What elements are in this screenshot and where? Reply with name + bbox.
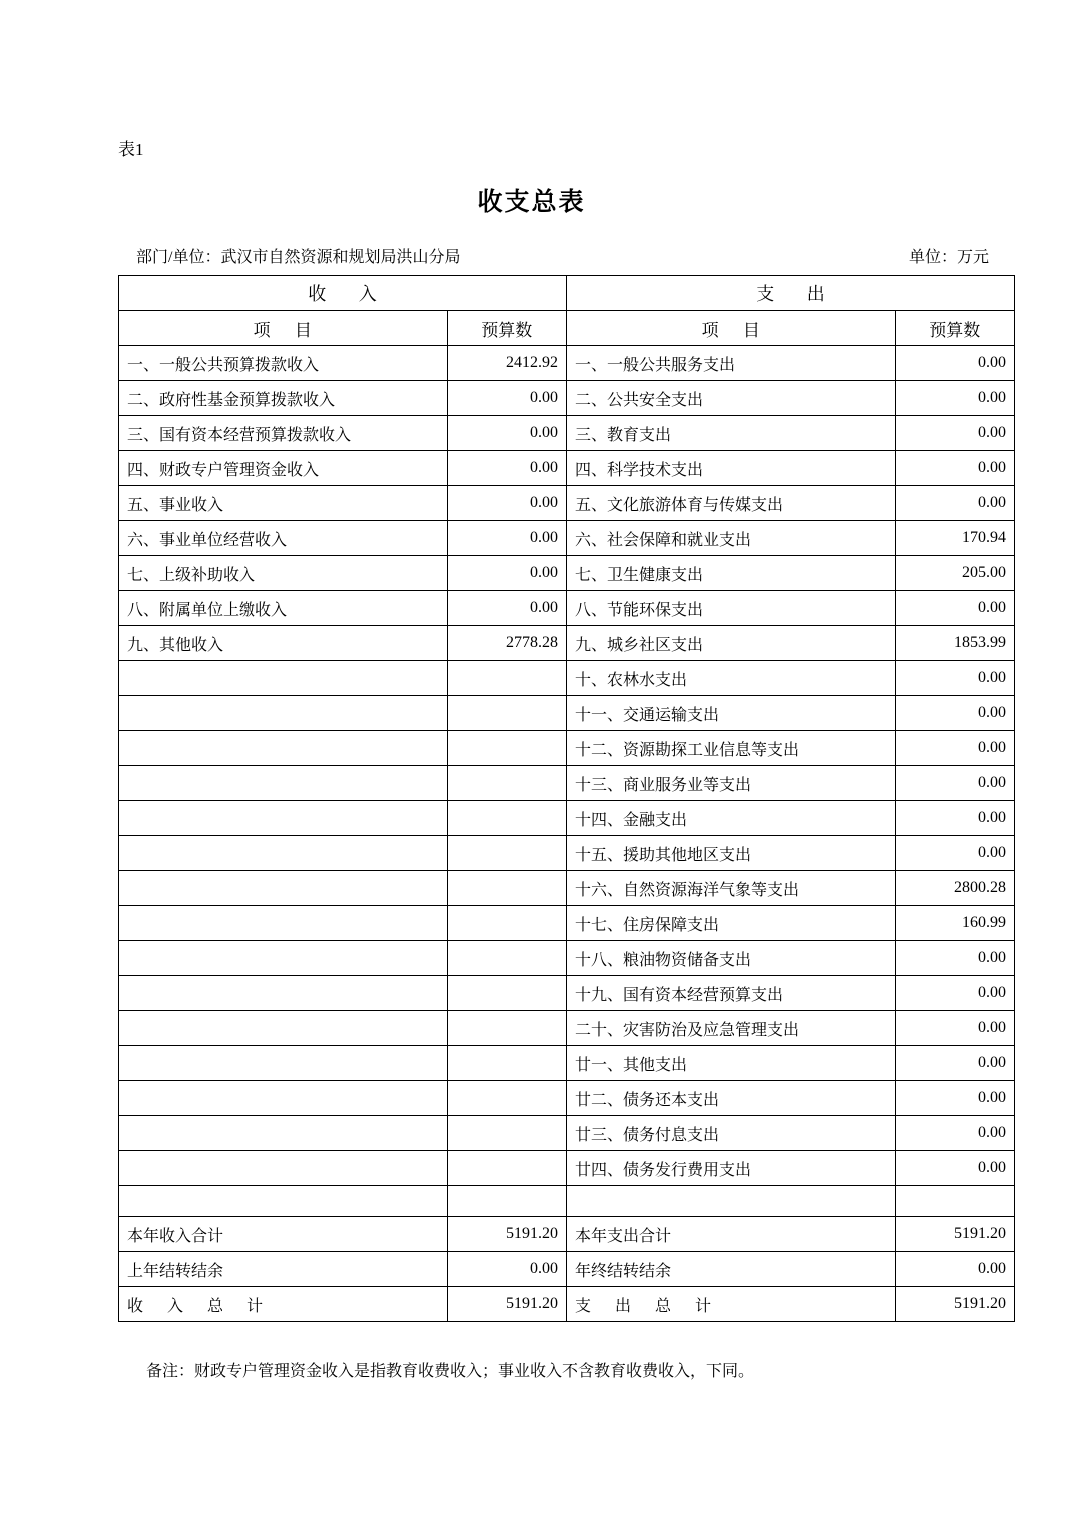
income-amount: 0.00 xyxy=(447,556,566,591)
income-amount xyxy=(447,1081,566,1116)
table-body xyxy=(119,346,1015,1322)
expenditure-amount xyxy=(895,1186,1014,1217)
expenditure-item: 廿四、债务发行费用支出 xyxy=(566,1151,895,1186)
income-item-header: 项 目 xyxy=(119,311,448,346)
expenditure-amount: 170.94 xyxy=(895,521,1014,556)
income-amount xyxy=(447,976,566,1011)
expenditure-amount: 1853.99 xyxy=(895,626,1014,661)
expenditure-grand-total-amount: 5191.20 xyxy=(895,1287,1014,1322)
income-item xyxy=(119,906,448,941)
income-item xyxy=(119,1046,448,1081)
expenditure-item xyxy=(566,1186,895,1217)
table-row xyxy=(119,486,1015,521)
income-amount xyxy=(447,801,566,836)
table-row xyxy=(119,521,1015,556)
income-amount xyxy=(447,871,566,906)
table-row xyxy=(119,906,1015,941)
income-amount xyxy=(447,1151,566,1186)
expenditure-amount: 0.00 xyxy=(895,766,1014,801)
expenditure-amount: 0.00 xyxy=(895,486,1014,521)
expenditure-item: 五、文化旅游体育与传媒支出 xyxy=(566,486,895,521)
expenditure-amount: 0.00 xyxy=(895,1081,1014,1116)
expenditure-amount: 0.00 xyxy=(895,731,1014,766)
income-item xyxy=(119,766,448,801)
table-row xyxy=(119,1046,1015,1081)
expenditure-item: 二十、灾害防治及应急管理支出 xyxy=(566,1011,895,1046)
income-amount xyxy=(447,1011,566,1046)
table-row xyxy=(119,836,1015,871)
expenditure-item: 十二、资源勘探工业信息等支出 xyxy=(566,731,895,766)
expenditure-item: 九、城乡社区支出 xyxy=(566,626,895,661)
income-amount: 0.00 xyxy=(447,591,566,626)
expenditure-amount: 0.00 xyxy=(895,836,1014,871)
income-amount xyxy=(447,661,566,696)
income-carryover-amount: 0.00 xyxy=(447,1252,566,1287)
income-item xyxy=(119,1081,448,1116)
expenditure-total-amount: 5191.20 xyxy=(895,1217,1014,1252)
expenditure-item: 廿三、债务付息支出 xyxy=(566,1116,895,1151)
footnote: 备注：财政专户管理资金收入是指教育收费收入；事业收入不含教育收费收入，下同。 xyxy=(146,1363,755,1381)
table-row xyxy=(119,1011,1015,1046)
table-row xyxy=(119,381,1015,416)
income-item: 五、事业收入 xyxy=(119,486,448,521)
expenditure-amount-header: 预算数 xyxy=(895,311,1014,346)
income-item xyxy=(119,836,448,871)
grand-total-row xyxy=(119,1287,1015,1322)
income-item xyxy=(119,941,448,976)
budget-table xyxy=(118,275,1015,1322)
table-head xyxy=(119,276,1015,346)
expenditure-total-label: 本年支出合计 xyxy=(566,1217,895,1252)
table-row xyxy=(119,1151,1015,1186)
table-row xyxy=(119,1116,1015,1151)
page-title: 收支总表 xyxy=(477,189,586,217)
income-total-label: 本年收入合计 xyxy=(119,1217,448,1252)
table-row xyxy=(119,766,1015,801)
expenditure-item: 十七、住房保障支出 xyxy=(566,906,895,941)
expenditure-amount: 0.00 xyxy=(895,381,1014,416)
expenditure-amount: 0.00 xyxy=(895,941,1014,976)
expenditure-item: 四、科学技术支出 xyxy=(566,451,895,486)
table-row xyxy=(119,801,1015,836)
expenditure-item: 一、一般公共服务支出 xyxy=(566,346,895,381)
income-amount: 0.00 xyxy=(447,521,566,556)
expenditure-amount: 0.00 xyxy=(895,451,1014,486)
expenditure-item: 十一、交通运输支出 xyxy=(566,696,895,731)
expenditure-amount: 0.00 xyxy=(895,801,1014,836)
expenditure-amount: 160.99 xyxy=(895,906,1014,941)
summary-row xyxy=(119,1217,1015,1252)
expenditure-amount: 0.00 xyxy=(895,346,1014,381)
income-amount xyxy=(447,1116,566,1151)
income-amount xyxy=(447,731,566,766)
expenditure-group-header: 支 出 xyxy=(566,276,1014,311)
spacer-row xyxy=(119,1186,1015,1217)
table-row xyxy=(119,941,1015,976)
expenditure-amount: 0.00 xyxy=(895,1046,1014,1081)
income-item: 六、事业单位经营收入 xyxy=(119,521,448,556)
table-row xyxy=(119,731,1015,766)
expenditure-amount: 0.00 xyxy=(895,1116,1014,1151)
table-row xyxy=(119,591,1015,626)
income-item xyxy=(119,1186,448,1217)
expenditure-item: 十三、商业服务业等支出 xyxy=(566,766,895,801)
table-row xyxy=(119,346,1015,381)
expenditure-carryover-label: 年终结转结余 xyxy=(566,1252,895,1287)
income-grand-total-amount: 5191.20 xyxy=(447,1287,566,1322)
expenditure-amount: 205.00 xyxy=(895,556,1014,591)
income-amount xyxy=(447,836,566,871)
income-item xyxy=(119,801,448,836)
expenditure-item: 十八、粮油物资储备支出 xyxy=(566,941,895,976)
summary-row xyxy=(119,1252,1015,1287)
expenditure-amount: 0.00 xyxy=(895,1011,1014,1046)
unit-label: 单位：万元 xyxy=(908,249,989,267)
table-row xyxy=(119,626,1015,661)
form-number: 表1 xyxy=(118,140,144,159)
income-amount xyxy=(447,1186,566,1217)
expenditure-carryover-amount: 0.00 xyxy=(895,1252,1014,1287)
expenditure-amount: 0.00 xyxy=(895,661,1014,696)
income-carryover-label: 上年结转结余 xyxy=(119,1252,448,1287)
expenditure-item: 十九、国有资本经营预算支出 xyxy=(566,976,895,1011)
table-row xyxy=(119,871,1015,906)
expenditure-amount: 0.00 xyxy=(895,1151,1014,1186)
expenditure-amount: 0.00 xyxy=(895,591,1014,626)
income-item xyxy=(119,731,448,766)
income-group-header: 收 入 xyxy=(119,276,567,311)
income-item: 四、财政专户管理资金收入 xyxy=(119,451,448,486)
income-item: 三、国有资本经营预算拨款收入 xyxy=(119,416,448,451)
table-row xyxy=(119,451,1015,486)
income-item: 七、上级补助收入 xyxy=(119,556,448,591)
income-amount: 2778.28 xyxy=(447,626,566,661)
income-item xyxy=(119,976,448,1011)
income-item xyxy=(119,1011,448,1046)
income-grand-total-label: 收 入 总 计 xyxy=(119,1287,448,1322)
expenditure-item: 廿二、债务还本支出 xyxy=(566,1081,895,1116)
income-amount: 0.00 xyxy=(447,451,566,486)
income-amount: 2412.92 xyxy=(447,346,566,381)
income-item xyxy=(119,661,448,696)
income-item: 二、政府性基金预算拨款收入 xyxy=(119,381,448,416)
expenditure-amount: 0.00 xyxy=(895,696,1014,731)
meta-row xyxy=(118,244,1005,267)
table-row xyxy=(119,556,1015,591)
expenditure-item: 十、农林水支出 xyxy=(566,661,895,696)
expenditure-item: 十六、自然资源海洋气象等支出 xyxy=(566,871,895,906)
expenditure-item: 七、卫生健康支出 xyxy=(566,556,895,591)
expenditure-item: 六、社会保障和就业支出 xyxy=(566,521,895,556)
income-total-amount: 5191.20 xyxy=(447,1217,566,1252)
expenditure-item-header: 项 目 xyxy=(566,311,895,346)
table-row xyxy=(119,1081,1015,1116)
income-amount: 0.00 xyxy=(447,416,566,451)
income-item xyxy=(119,1116,448,1151)
expenditure-item: 十四、金融支出 xyxy=(566,801,895,836)
income-item: 九、其他收入 xyxy=(119,626,448,661)
income-item: 一、一般公共预算拨款收入 xyxy=(119,346,448,381)
income-amount xyxy=(447,696,566,731)
table-row xyxy=(119,661,1015,696)
expenditure-item: 八、节能环保支出 xyxy=(566,591,895,626)
income-amount xyxy=(447,941,566,976)
income-amount xyxy=(447,1046,566,1081)
expenditure-item: 三、教育支出 xyxy=(566,416,895,451)
column-header-row xyxy=(119,311,1015,346)
expenditure-grand-total-label: 支 出 总 计 xyxy=(566,1287,895,1322)
income-item xyxy=(119,696,448,731)
income-amount xyxy=(447,766,566,801)
expenditure-amount: 0.00 xyxy=(895,416,1014,451)
expenditure-item: 二、公共安全支出 xyxy=(566,381,895,416)
income-amount: 0.00 xyxy=(447,486,566,521)
table-row xyxy=(119,696,1015,731)
expenditure-item: 十五、援助其他地区支出 xyxy=(566,836,895,871)
group-header-row xyxy=(119,276,1015,311)
table-row xyxy=(119,976,1015,1011)
expenditure-item: 廿一、其他支出 xyxy=(566,1046,895,1081)
table-row xyxy=(119,416,1015,451)
income-item xyxy=(119,871,448,906)
income-amount xyxy=(447,906,566,941)
income-item xyxy=(119,1151,448,1186)
income-amount-header: 预算数 xyxy=(447,311,566,346)
expenditure-amount: 2800.28 xyxy=(895,871,1014,906)
department-label: 部门/单位：武汉市自然资源和规划局洪山分局 xyxy=(136,249,461,267)
income-amount: 0.00 xyxy=(447,381,566,416)
expenditure-amount: 0.00 xyxy=(895,976,1014,1011)
income-item: 八、附属单位上缴收入 xyxy=(119,591,448,626)
